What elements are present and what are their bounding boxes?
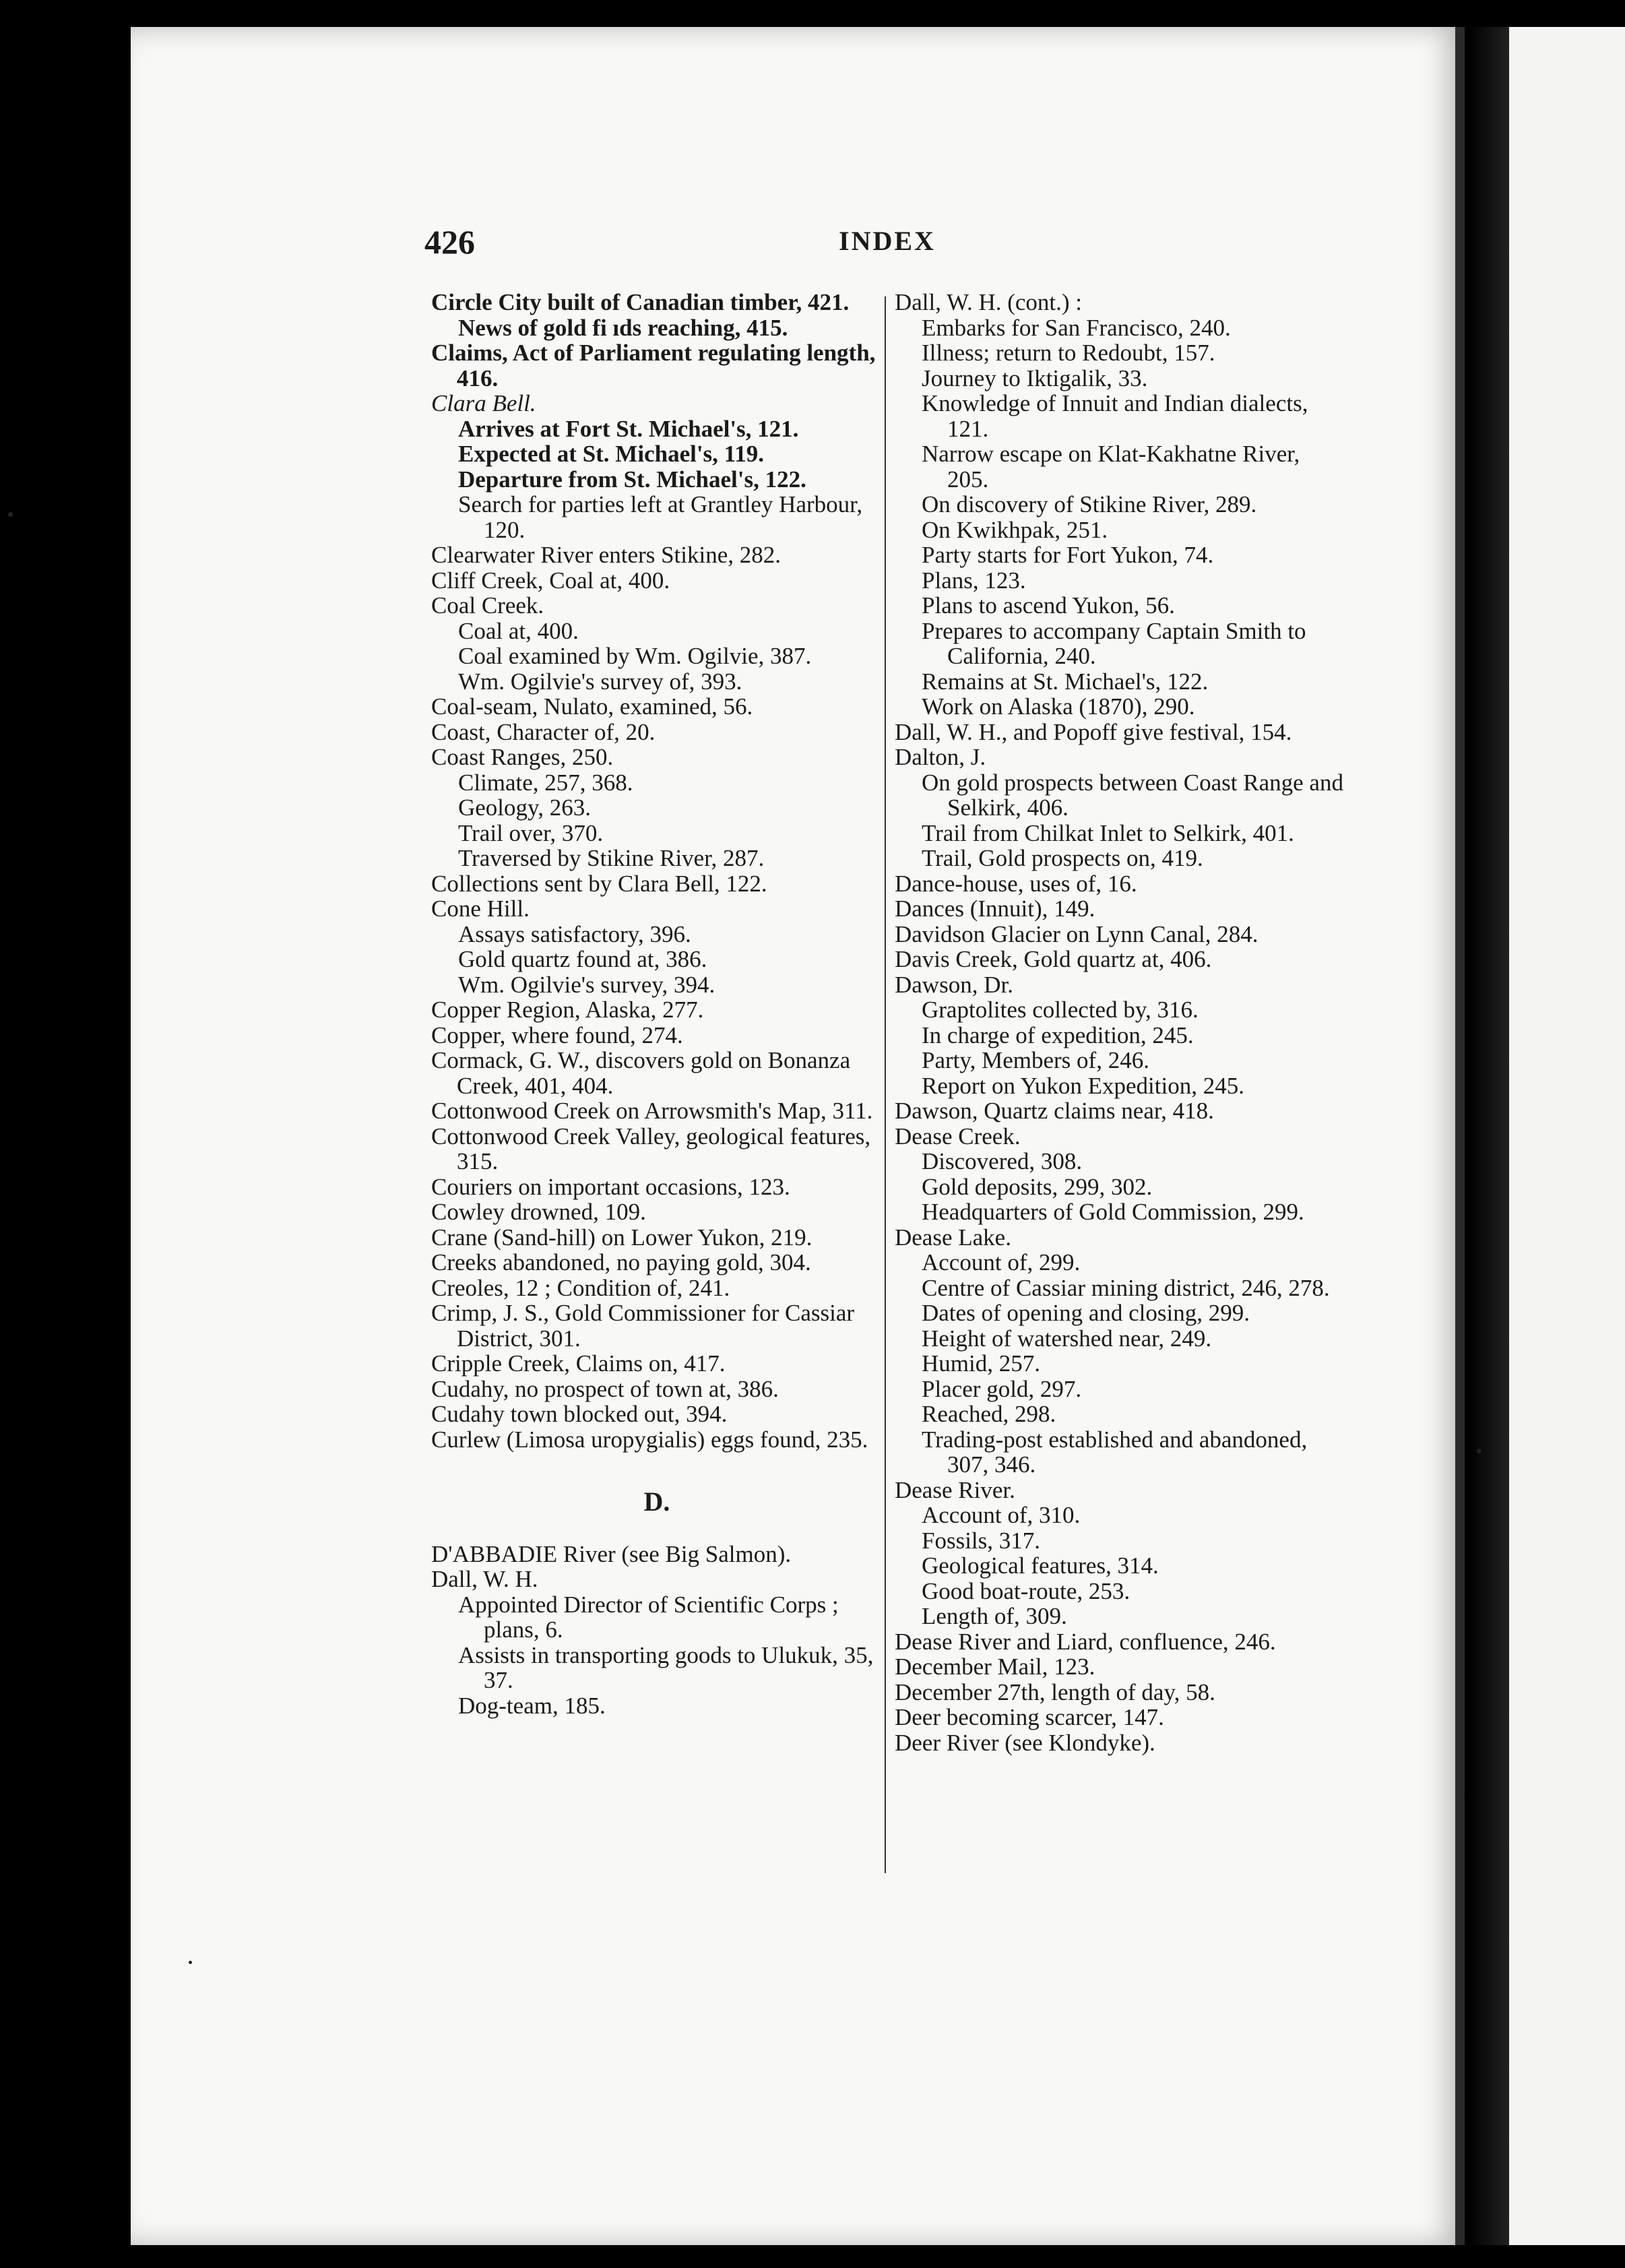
index-subentry: Dog-team, 185. xyxy=(458,1692,606,1719)
index-entry: Coast, Character of, 20. xyxy=(431,718,656,745)
index-subentry: On Kwikhpak, 251. xyxy=(922,516,1108,543)
index-entry: Crane (Sand-hill) on Lower Yukon, 219. xyxy=(431,1224,812,1251)
index-subentry: In charge of expedition, 245. xyxy=(922,1021,1194,1048)
index-subentry: Plans to ascend Yukon, 56. xyxy=(922,592,1175,619)
facing-page-edge xyxy=(1509,27,1625,2245)
index-subentry: Dates of opening and closing, 299. xyxy=(922,1300,1250,1326)
index-entry: Dances (Innuit), 149. xyxy=(895,895,1095,922)
index-entry: Crimp, J. S., Gold Commissioner for Cassiar District, 301. xyxy=(431,1300,855,1352)
index-subentry: Plans, 123. xyxy=(922,567,1026,594)
index-entry: Creeks abandoned, no paying gold, 304. xyxy=(431,1249,811,1275)
index-entry: December Mail, 123. xyxy=(895,1653,1095,1680)
index-subentry: Account of, 299. xyxy=(922,1249,1081,1275)
index-entry: Deer River (see Klondyke). xyxy=(895,1729,1155,1756)
index-entry: Cudahy town blocked out, 394. xyxy=(431,1401,728,1427)
index-entry: Cormack, G. W., discovers gold on Bonanza Creek, 401, 404. xyxy=(431,1047,851,1099)
index-subentry: Departure from St. Michael's, 122. xyxy=(458,466,806,493)
index-subentry: Arrives at Fort St. Michael's, 121. xyxy=(458,415,799,442)
index-entry: December 27th, length of day, 58. xyxy=(895,1678,1215,1705)
index-entry: Copper, where found, 274. xyxy=(431,1021,683,1048)
index-subentry: Wm. Ogilvie's survey, 394. xyxy=(458,971,715,998)
index-entry: Dease Creek. xyxy=(895,1123,1021,1149)
page-number: 426 xyxy=(424,223,475,261)
index-subentry: Wm. Ogilvie's survey of, 393. xyxy=(458,668,742,695)
page-gutter-shadow xyxy=(1455,27,1465,2245)
index-entry: Curlew (Limosa uropygialis) eggs found, 235. xyxy=(431,1426,868,1453)
index-subentry: Placer gold, 297. xyxy=(922,1375,1082,1402)
index-entry: Creoles, 12 ; Condition of, 241. xyxy=(431,1274,730,1301)
index-subentry: Headquarters of Gold Commission, 299. xyxy=(922,1199,1304,1225)
index-subentry: Narrow escape on Klat-Kakhatne River, 205. xyxy=(922,441,1300,493)
index-subentry: Graptolites collected by, 316. xyxy=(922,997,1199,1023)
index-subentry: Trading-post established and abandoned, 307, 346. xyxy=(922,1426,1308,1478)
index-entry: Claims, Act of Parliament regulating length, 416. xyxy=(431,340,876,391)
running-head: INDEX xyxy=(839,226,936,256)
index-subentry: Report on Yukon Expedition, 245. xyxy=(922,1072,1244,1099)
index-entry: Cottonwood Creek Valley, geological features, 315. xyxy=(431,1123,871,1174)
index-subentry: Remains at St. Michael's, 122. xyxy=(922,668,1209,695)
index-entry: Dease Lake. xyxy=(895,1224,1011,1251)
index-subentry: Prepares to accompany Captain Smith to California, 240. xyxy=(922,617,1306,669)
index-subentry: Assists in transporting goods to Ulukuk, 35, 37. xyxy=(458,1641,874,1693)
index-subentry: Work on Alaska (1870), 290. xyxy=(922,693,1195,720)
index-subentry: On discovery of Stikine River, 289. xyxy=(922,491,1257,517)
index-subentry: Traversed by Stikine River, 287. xyxy=(458,845,765,871)
index-subentry: Search for parties left at Grantley Harbour, 120. xyxy=(458,491,863,543)
index-subentry: Coal at, 400. xyxy=(458,617,579,644)
index-entry: Cottonwood Creek on Arrowsmith's Map, 311. xyxy=(431,1098,873,1124)
index-subentry: Fossils, 317. xyxy=(922,1527,1041,1554)
index-subentry: Illness; return to Redoubt, 157. xyxy=(922,340,1215,366)
index-entry: Dawson, Quartz claims near, 418. xyxy=(895,1098,1214,1124)
index-subentry: Geological features, 314. xyxy=(922,1552,1159,1579)
index-subentry: Gold deposits, 299, 302. xyxy=(922,1173,1153,1200)
index-subentry: Discovered, 308. xyxy=(922,1148,1083,1174)
index-entry: Dall, W. H. (cont.) : xyxy=(895,289,1083,315)
index-subentry: Trail, Gold prospects on, 419. xyxy=(922,845,1203,871)
scan-speck xyxy=(189,1961,192,1964)
index-entry: Davidson Glacier on Lynn Canal, 284. xyxy=(895,920,1258,947)
index-subentry: Trail from Chilkat Inlet to Selkirk, 401. xyxy=(922,819,1294,846)
index-entry: Dall, W. H., and Popoff give festival, 154. xyxy=(895,718,1292,745)
index-subentry: Party starts for Fort Yukon, 74. xyxy=(922,542,1214,568)
index-entry: Deer becoming scarcer, 147. xyxy=(895,1704,1164,1730)
index-subentry: Height of watershed near, 249. xyxy=(922,1325,1212,1352)
index-entry: Coast Ranges, 250. xyxy=(431,744,614,770)
scan-speck xyxy=(8,512,13,517)
index-entry: Couriers on important occasions, 123. xyxy=(431,1173,790,1200)
index-entry: D'ABBADIE River (see Big Salmon). xyxy=(431,1540,792,1567)
index-subentry: Good boat-route, 253. xyxy=(922,1577,1130,1604)
index-entry: Davis Creek, Gold quartz at, 406. xyxy=(895,946,1212,972)
index-entry: Cudahy, no prospect of town at, 386. xyxy=(431,1375,779,1402)
page-header xyxy=(424,222,1098,263)
index-subentry: Gold quartz found at, 386. xyxy=(458,946,707,972)
index-entry: Clara Bell. xyxy=(431,390,536,416)
index-subentry: Embarks for San Francisco, 240. xyxy=(922,314,1231,341)
index-entry: Collections sent by Clara Bell, 122. xyxy=(431,870,767,897)
index-subentry: Length of, 309. xyxy=(922,1603,1067,1629)
index-column-left xyxy=(431,290,883,1718)
index-subentry: Geology, 263. xyxy=(458,794,592,821)
index-entry: Clearwater River enters Stikine, 282. xyxy=(431,542,782,568)
index-subentry: News of gold fi ıds reaching, 415. xyxy=(458,314,788,341)
index-entry: Dance-house, uses of, 16. xyxy=(895,870,1137,897)
index-subentry: Appointed Director of Scientific Corps ; plans, 6. xyxy=(458,1591,839,1643)
column-divider xyxy=(885,296,886,1873)
index-entry: Dease River. xyxy=(895,1476,1015,1503)
index-entry: Circle City built of Canadian timber, 421. xyxy=(431,289,850,315)
section-heading: D. xyxy=(643,1486,670,1517)
index-entry: Cone Hill. xyxy=(431,895,530,922)
index-subentry: Knowledge of Innuit and Indian dialects, 121. xyxy=(922,390,1308,442)
index-entry: Cowley drowned, 109. xyxy=(431,1199,646,1225)
index-subentry: Expected at St. Michael's, 119. xyxy=(458,441,764,467)
index-subentry: Account of, 310. xyxy=(922,1502,1081,1528)
index-subentry: Assays satisfactory, 396. xyxy=(458,920,691,947)
index-entry: Dawson, Dr. xyxy=(895,971,1013,998)
scan-speck xyxy=(1477,1449,1481,1453)
index-subentry: Journey to Iktigalik, 33. xyxy=(922,365,1148,391)
index-entry: Cripple Creek, Claims on, 417. xyxy=(431,1350,726,1377)
index-entry: Coal Creek. xyxy=(431,592,544,619)
index-subentry: Climate, 257, 368. xyxy=(458,769,633,796)
index-entry: Dease River and Liard, confluence, 246. xyxy=(895,1628,1276,1655)
index-subentry: On gold prospects between Coast Range and Selkirk, 406. xyxy=(922,769,1343,821)
index-subentry: Party, Members of, 246. xyxy=(922,1047,1149,1073)
binding-shadow xyxy=(1469,27,1509,2245)
index-subentry: Reached, 298. xyxy=(922,1401,1056,1427)
index-entry: Dall, W. H. xyxy=(431,1566,538,1592)
index-entry: Coal-seam, Nulato, examined, 56. xyxy=(431,693,753,720)
index-entry: Dalton, J. xyxy=(895,744,986,770)
index-column-right xyxy=(895,290,1346,1755)
index-entry: Copper Region, Alaska, 277. xyxy=(431,997,704,1023)
index-subentry: Centre of Cassiar mining district, 246, 278. xyxy=(922,1274,1330,1301)
index-entry: Cliff Creek, Coal at, 400. xyxy=(431,567,670,594)
index-subentry: Coal examined by Wm. Ogilvie, 387. xyxy=(458,643,812,669)
index-subentry: Humid, 257. xyxy=(922,1350,1040,1377)
index-subentry: Trail over, 370. xyxy=(458,819,604,846)
